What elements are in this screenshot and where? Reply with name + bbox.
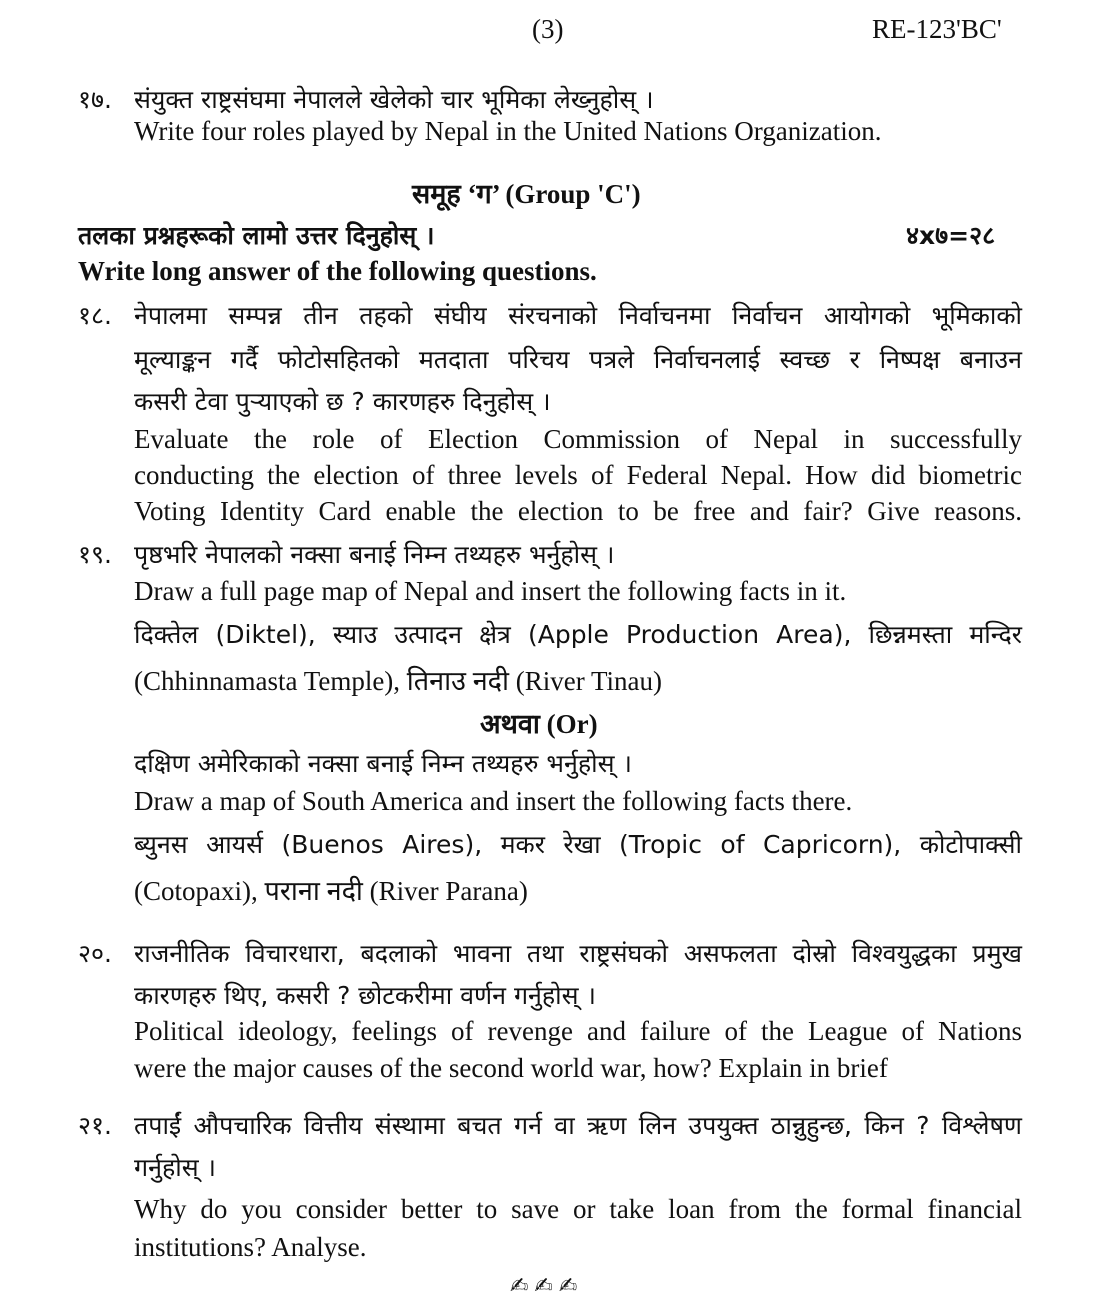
q18-english-line: Voting Identity Card enable the election to be free and fair? Give reasons. — [134, 496, 1022, 526]
q19-facts-line: दिक्तेल (Diktel), स्याउ उत्पादन क्षेत्र (Apple Production Area), छिन्नमस्ता मन्दिर — [134, 620, 1022, 649]
group-instruction-nepali: तलका प्रश्नहरूको लामो उत्तर दिनुहोस् । — [78, 221, 435, 250]
question-number-21: २१. — [78, 1111, 112, 1140]
q21-english-line: institutions? Analyse. — [134, 1232, 367, 1262]
q21-nepali-line: तपाईं औपचारिक वित्तीय संस्थामा बचत गर्न वा ऋण लिन उपयुक्त ठान्नुहुन्छ, किन ? विश्लेषण — [134, 1111, 1022, 1140]
q19-facts-line: (Chhinnamasta Temple), तिनाउ नदी (River Tinau) — [134, 666, 663, 696]
q19-alt-nepali: दक्षिण अमेरिकाको नक्सा बनाई निम्न तथ्यहरु भर्नुहोस् । — [134, 749, 632, 778]
q20-english-line: were the major causes of the second world war, how? Explain in brief — [134, 1053, 888, 1083]
q18-nepali-line: मूल्याङ्कन गर्दै फोटोसहितको मतदाता परिचय पत्रले निर्वाचनलाई स्वच्छ र निष्पक्ष बनाउन — [134, 345, 1022, 374]
q20-nepali-line: राजनीतिक विचारधारा, बदलाको भावना तथा राष्ट्रसंघको असफलता दोस्रो विश्वयुद्धका प्रमुख — [134, 939, 1022, 968]
q20-english-line: Political ideology, feelings of revenge and failure of the League of Nations — [134, 1016, 1022, 1046]
q18-nepali-line: कसरी टेवा पुऱ्याएको छ ? कारणहरु दिनुहोस् । — [134, 387, 551, 416]
q19-alt-facts-line: (Cotopaxi), पराना नदी (River Parana) — [134, 876, 528, 906]
or-label: अथवा (Or) — [480, 709, 598, 739]
question-number-17: १७. — [78, 85, 112, 114]
group-marks: ४x७=२८ — [906, 221, 996, 250]
q20-nepali-line: कारणहरु थिए, कसरी ? छोटकरीमा वर्णन गर्नुहोस् । — [134, 981, 596, 1010]
page-number: (3) — [532, 14, 564, 44]
end-ornament: ✍✍✍ — [510, 1274, 584, 1299]
question-number-18: १८. — [78, 301, 112, 330]
q17-nepali: संयुक्त राष्ट्रसंघमा नेपालले खेलेको चार भूमिका लेख्नुहोस् । — [134, 85, 654, 114]
q18-nepali-line: नेपालमा सम्पन्न तीन तहको संघीय संरचनाको निर्वाचनमा निर्वाचन आयोगको भूमिकाको — [134, 301, 1022, 330]
q19-english: Draw a full page map of Nepal and insert the following facts in it. — [134, 576, 847, 606]
group-instruction-english: Write long answer of the following questions. — [78, 256, 597, 286]
q19-alt-english: Draw a map of South America and insert the following facts there. — [134, 786, 853, 816]
q17-english: Write four roles played by Nepal in the United Nations Organization. — [134, 116, 882, 146]
question-number-19: १९. — [78, 540, 112, 569]
question-number-20: २०. — [78, 939, 112, 968]
q18-english-line: conducting the election of three levels of Federal Nepal. How did biometric — [134, 460, 1022, 490]
q21-english-line: Why do you consider better to save or take loan from the formal financial — [134, 1194, 1022, 1224]
q21-nepali-line: गर्नुहोस् । — [134, 1153, 217, 1182]
paper-code: RE-123'BC' — [872, 14, 1002, 44]
q19-alt-facts-line: ब्युनस आयर्स (Buenos Aires), मकर रेखा (Tropic of Capricorn), कोटोपाक्सी — [134, 830, 1022, 859]
q19-nepali: पृष्ठभरि नेपालको नक्सा बनाई निम्न तथ्यहरु भर्नुहोस् । — [134, 540, 615, 569]
q18-english-line: Evaluate the role of Election Commission of Nepal in successfully — [134, 424, 1022, 454]
group-title: समूह ‘ग’ (Group 'C') — [412, 179, 641, 209]
